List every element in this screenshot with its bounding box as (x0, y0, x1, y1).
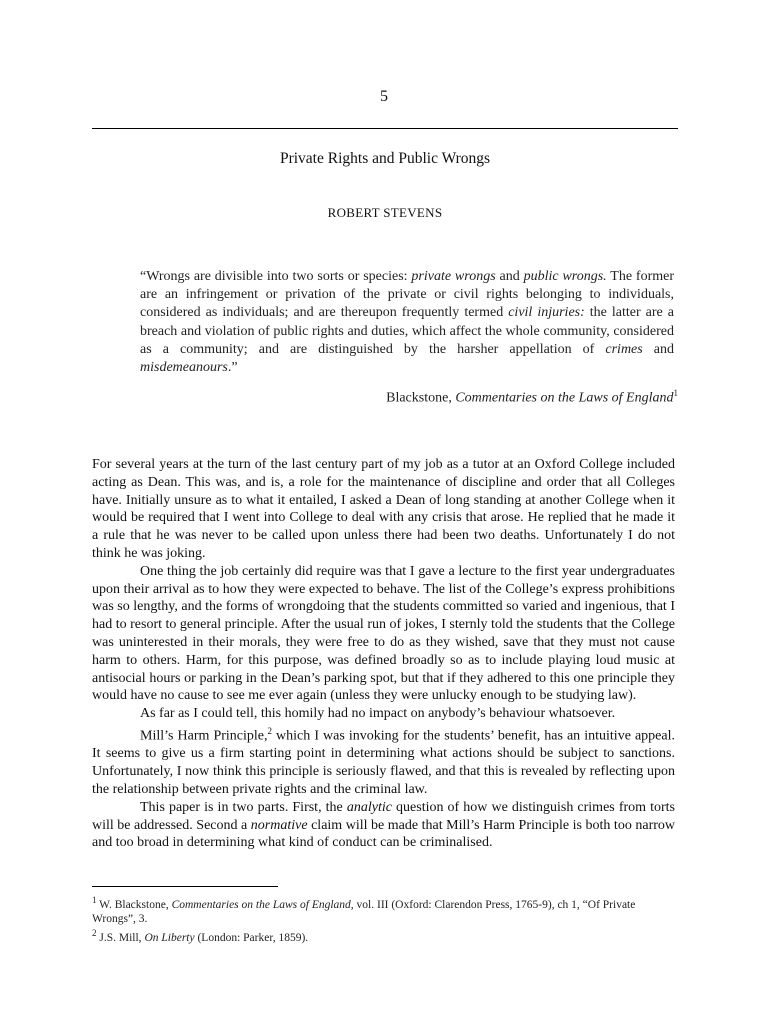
epigraph-attribution (140, 388, 678, 407)
epigraph-italic: private wrongs (411, 269, 496, 284)
epigraph-italic: civil injuries: (508, 305, 585, 321)
epigraph-text: and (495, 269, 524, 284)
paragraph: As far as I could tell, this homily had no impact on anybody’s behaviour whatsoever. (140, 706, 616, 722)
epigraph-text: .” (227, 360, 238, 376)
epigraph-italic: public wrongs. (523, 269, 607, 284)
attribution-work: Commentaries on the Laws of England (455, 390, 674, 406)
footnote-italic: Commentaries on the Laws of England, (171, 898, 354, 911)
footnote-2 (92, 926, 675, 945)
paragraph-text: claim will be made that Mill’s Harm Principle is both too narrow and too broad in determining what kind of conduct can be criminalised. (92, 817, 676, 851)
footnote-ref: 2 (267, 725, 272, 736)
epigraph-text: the latter are a breach and violation of public rights and duties, which affect the whole community, considered as a community; and are distinguished by the harsher appellation of (140, 305, 675, 357)
chapter-title: Private Rights and Public Wrongs (279, 150, 491, 167)
paragraph: One thing the job certainly did require was that I gave a lecture to the first year undergraduates upon their arrival as to how they were expected to behave. The list of the College’s express prohibitions was so lengthy, and the forms of wrongdoing that the students committed so varied and ingenious, that I had to resort to general principle. After the usual run of jokes, I sternly told the students that the College was uninterested in their morals, they were free to do as they wished, save that they must not cause harm to others. Harm, for this purpose, was defined broadly so as to include playing loud music at antisocial hours or parking in the Dean’s parking spot, but that if they adhered to this one principle they would have no cause to see me ever again (unless they were unlucky enough to be studying law). (92, 563, 675, 704)
paragraph-text: This paper is in two parts. First, the (140, 799, 347, 815)
author-name: ROBERT STEVENS (327, 205, 443, 220)
paragraph-text: Mill’s Harm Principle, (140, 728, 268, 744)
epigraph-text: and (642, 341, 674, 357)
page-number: 5 (380, 88, 388, 105)
paragraph-text: which I was invoking for the students’ benefit, has an intuitive appeal. It seems to give us a firm starting point in determining what actions should be subject to sanctions. Unfortunately, I now think this principle is seriously flawed, and that this is revealed by reflecting upon the relationship between private rights and the criminal law. (92, 728, 675, 797)
footnote-number: 2 (92, 927, 97, 938)
attribution-author: Blackstone, (386, 390, 456, 406)
footnote-text: (London: Parker, 1859). (194, 931, 309, 944)
footnotes (92, 893, 675, 945)
footnote-1 (92, 893, 675, 926)
footnote-text: W. Blackstone, (96, 898, 172, 911)
footnote-ref: 1 (673, 388, 678, 398)
paragraph-text: question of how we distinguish crimes from torts will be addressed. Second a (92, 799, 675, 833)
footnote-italic: On Liberty (144, 931, 195, 944)
paragraph (92, 723, 675, 799)
body-text (92, 456, 675, 852)
footnote-rule (92, 886, 278, 887)
header-rule (92, 128, 678, 129)
epigraph-text: The former are an infringement or privation of the private or civil rights belonging to individuals, considered as individuals; and are thereupon frequently termed (140, 269, 674, 321)
footnote-text: J.S. Mill, (96, 931, 145, 944)
epigraph-italic: crimes (605, 341, 643, 357)
paragraph-italic: normative (250, 817, 308, 833)
footnote-number: 1 (92, 895, 97, 905)
epigraph-text: “Wrongs are divisible into two sorts or species: (140, 269, 412, 284)
paragraph (92, 799, 675, 852)
footnote-text: vol. III (Oxford: Clarendon Press, 1765-9), ch 1, “Of Private Wrongs”, 3. (92, 898, 636, 925)
paragraph: For several years at the turn of the last century part of my job as a tutor at an Oxford College included acting as Dean. This was, and is, a role for the maintenance of discipline and order that all Colleges have. Initially unsure as to what it entailed, I asked a Dean of long standing at another College when it would be required that I went into College to deal with any crisis that arose. He replied that he made it a rule that he was never to be called upon unless there had been two deaths. Unfortunately I do not think he was joking. (92, 457, 675, 561)
epigraph-quote (140, 268, 674, 377)
epigraph-italic: misdemeanours (140, 360, 228, 376)
paragraph-italic: analytic (346, 799, 392, 815)
